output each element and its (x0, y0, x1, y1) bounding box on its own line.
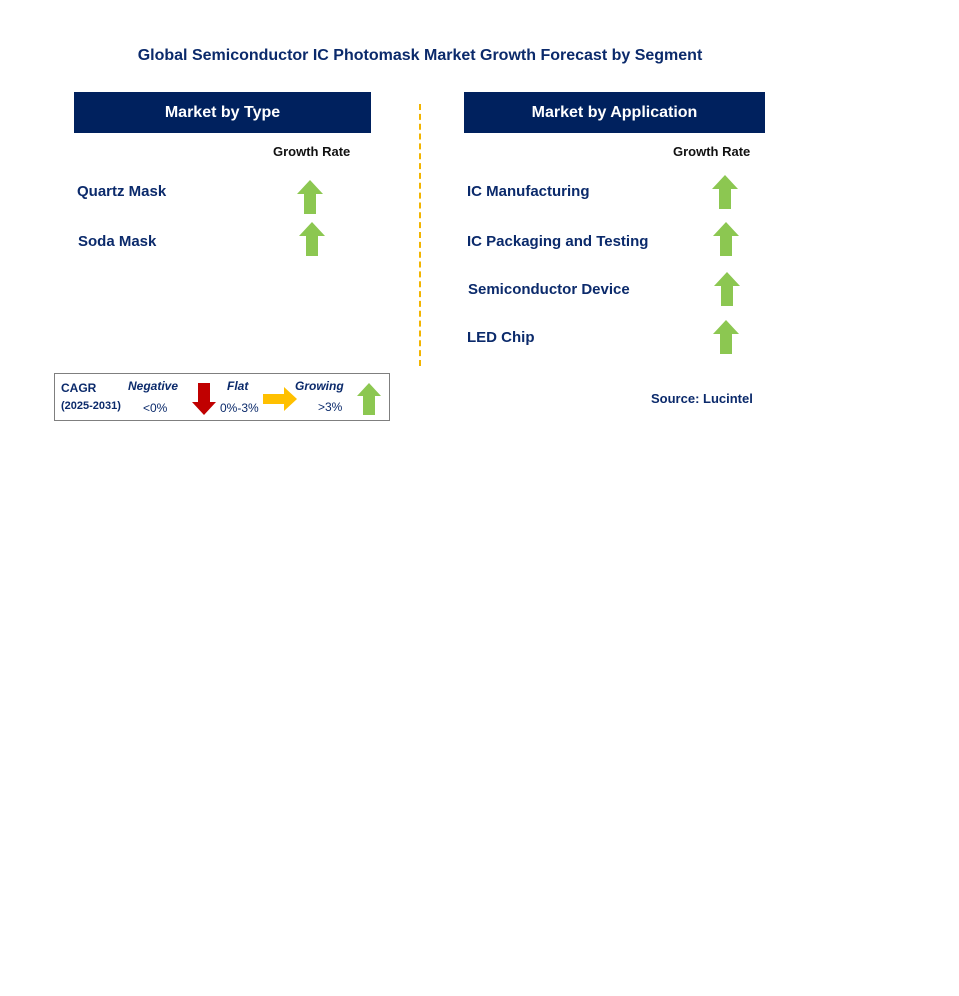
left-growth-rate-label: Growth Rate (273, 144, 351, 159)
application-item-ic-packaging-and-testing: IC Packaging and Testing (467, 233, 649, 250)
market-by-application-header: Market by Application (464, 92, 765, 133)
right-growth-rate-label: Growth Rate (673, 144, 751, 159)
up-arrow-icon (297, 180, 323, 214)
type-item-quartz-mask: Quartz Mask (77, 183, 167, 200)
chart-title: Global Semiconductor IC Photomask Market Growth Forecast by Segment (137, 47, 703, 64)
legend-flat-range: 0%-3% (220, 401, 259, 415)
source-label: Source: Lucintel (651, 391, 753, 406)
legend-growing-range: >3% (318, 400, 343, 414)
type-item-soda-mask: Soda Mask (78, 233, 157, 250)
panel-divider (419, 104, 421, 366)
right-arrow-icon (263, 387, 297, 411)
up-arrow-icon (299, 222, 325, 256)
application-item-ic-manufacturing: IC Manufacturing (467, 183, 590, 200)
up-arrow-icon (713, 320, 739, 354)
down-arrow-icon (192, 383, 216, 415)
legend-period: (2025-2031) (61, 400, 121, 412)
cagr-legend (54, 373, 390, 421)
up-arrow-icon (712, 175, 738, 209)
legend-negative-label: Negative (128, 379, 179, 393)
market-by-type-header: Market by Type (74, 92, 371, 133)
application-item-led-chip: LED Chip (467, 329, 535, 346)
application-item-semiconductor-device: Semiconductor Device (468, 281, 630, 298)
legend-flat-label: Flat (227, 379, 249, 393)
legend-growing-label: Growing (295, 379, 344, 393)
legend-cagr-label: CAGR (61, 381, 97, 395)
up-arrow-icon (714, 272, 740, 306)
up-arrow-icon (357, 383, 381, 415)
legend-negative-range: <0% (143, 401, 168, 415)
up-arrow-icon (713, 222, 739, 256)
